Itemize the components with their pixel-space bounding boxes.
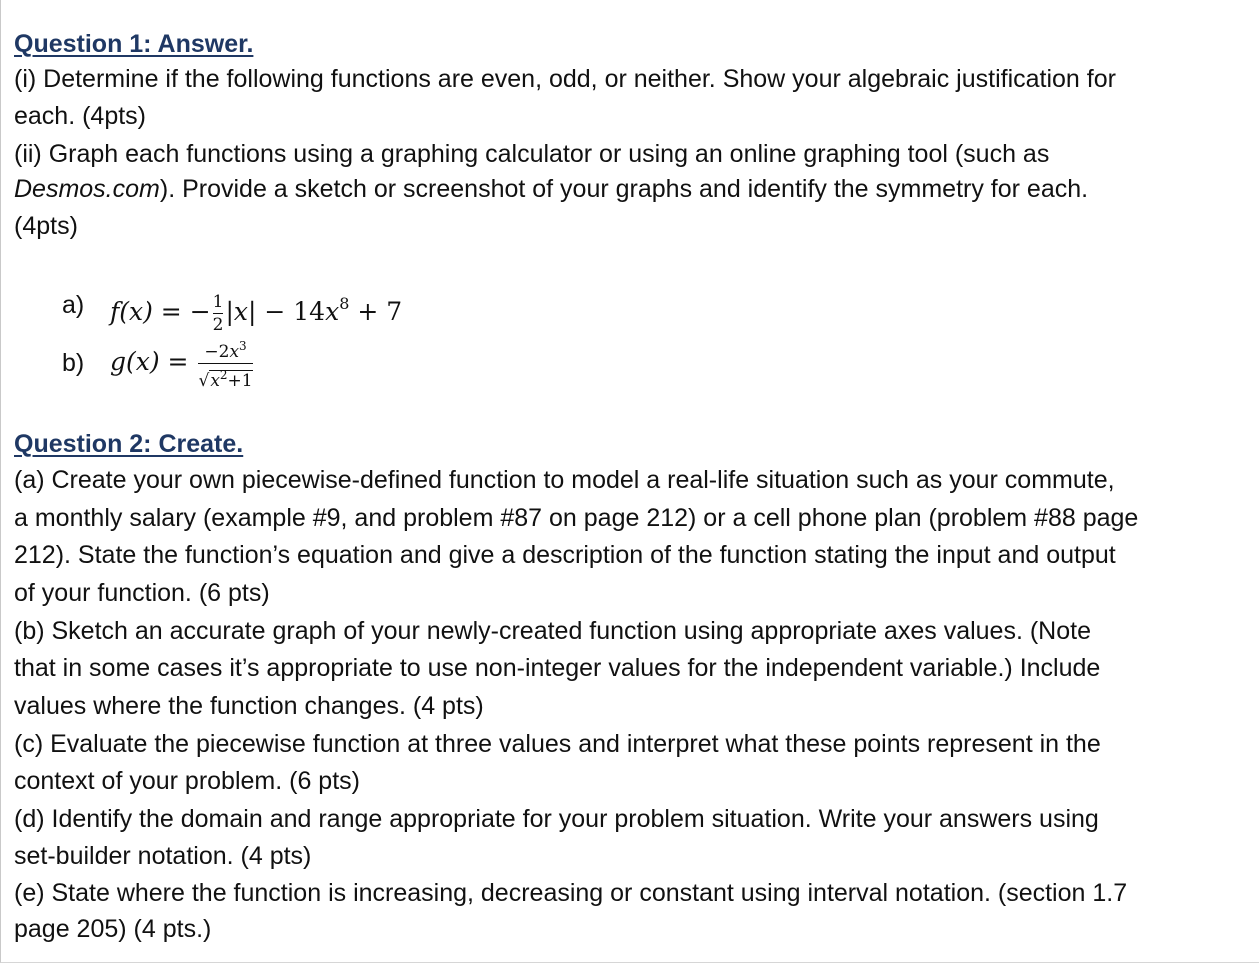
function-b-equals: = [159, 347, 189, 376]
function-a-lhs: f(x) [110, 297, 153, 326]
function-a-exponent: 8 [339, 294, 350, 313]
q2-line: 212). State the function’s equation and give a description of the function stating the input and output [14, 541, 1116, 569]
function-b-equation [110, 334, 253, 391]
function-b-numerator [198, 336, 252, 362]
q2-line: page 205) (4 pts.) [14, 915, 212, 943]
fraction-denominator: 2 [212, 315, 224, 335]
function-a-minus-term: − 14 [256, 297, 326, 326]
q2-line: (c) Evaluate the piecewise function at three values and interpret what these points represent in the [14, 730, 1101, 758]
q2-line: (b) Sketch an accurate graph of your newly-created function using appropriate axes values. (Note [14, 617, 1091, 645]
function-b-label: b) [62, 349, 85, 377]
q1-part-ii-line-2-rest: ). Provide a sketch or screenshot of your graphs and identify the symmetry for each. [159, 175, 1089, 203]
q1-part-ii-line-3: (4pts) [14, 212, 78, 240]
fraction-numerator: 1 [212, 292, 224, 312]
numerator-coef: −2 [204, 342, 230, 362]
denominator-exponent: 2 [219, 368, 228, 382]
sqrt-body [209, 370, 252, 391]
function-a-var: x [325, 297, 340, 326]
question-2-title: Question 2: Create. [14, 430, 244, 458]
q2-line: that in some cases it’s appropriate to use non-integer values for the independent variable.) Include [14, 654, 1101, 682]
q2-line: context of your problem. (6 pts) [14, 767, 360, 795]
q1-part-ii-line-1: (ii) Graph each functions using a graphing calculator or using an online graphing tool (such as [14, 140, 1050, 168]
q2-line: (e) State where the function is increasing, decreasing or constant using interval notation. (section 1.7 [14, 879, 1128, 907]
q1-part-i-line-2: each. (4pts) [14, 102, 147, 130]
numerator-exponent: 3 [239, 339, 247, 353]
q2-line: (d) Identify the domain and range appropriate for your problem situation. Write your answers using [14, 805, 1099, 833]
numerator-var: x [229, 342, 240, 362]
q1-part-ii-line-2 [14, 174, 1088, 204]
question-1-title: Question 1: Answer. [14, 30, 254, 58]
sqrt-symbol: √ [198, 371, 210, 391]
denominator-tail: +1 [227, 371, 253, 391]
function-a-tail: + 7 [349, 297, 403, 326]
function-b-lhs: g(x) [110, 347, 160, 376]
q2-line: of your function. (6 pts) [14, 579, 270, 607]
q1-part-i-line-1: (i) Determine if the following functions are even, odd, or neither. Show your algebraic justification for [14, 65, 1116, 93]
desmos-link-text: Desmos.com [14, 175, 160, 203]
function-b-fraction [198, 336, 252, 391]
function-a-label: a) [62, 291, 85, 319]
q2-line: a monthly salary (example #9, and problem #87 on page 212) or a cell phone plan (problem #88 page [14, 504, 1139, 532]
q2-line: (a) Create your own piecewise-defined function to model a real-life situation such as your commute, [14, 466, 1115, 494]
denominator-var: x [210, 371, 220, 391]
q2-line: values where the function changes. (4 pts) [14, 692, 484, 720]
q2-line: set-builder notation. (4 pts) [14, 842, 312, 870]
function-a-equals: = − [152, 297, 211, 326]
function-b-denominator [198, 365, 252, 391]
function-a-equation [110, 281, 402, 335]
function-a-fraction [213, 292, 224, 335]
function-a-abs: |x| [225, 297, 257, 326]
